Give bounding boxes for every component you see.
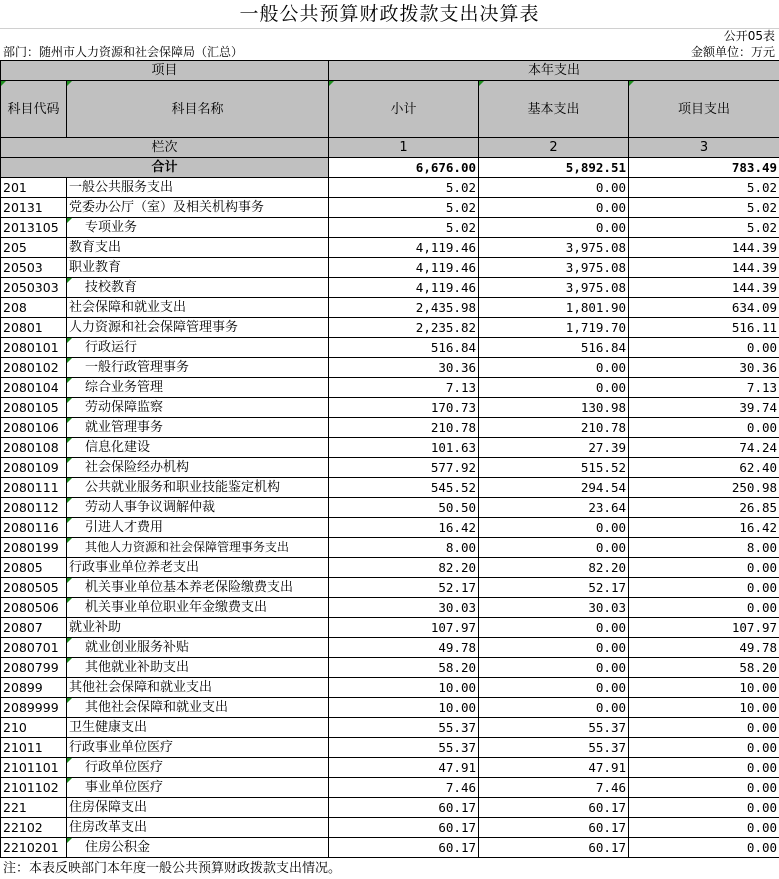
row-name: 机关事业单位职业年金缴费支出	[67, 598, 329, 618]
row-name: 社会保险经办机构	[67, 458, 329, 478]
row-basic: 60.17	[479, 818, 629, 838]
row-code: 20805	[1, 558, 67, 578]
row-subtotal: 545.52	[329, 478, 479, 498]
table-row	[1, 818, 779, 838]
row-name: 行政事业单位医疗	[67, 738, 329, 758]
table-row	[1, 398, 779, 418]
row-subtotal: 30.36	[329, 358, 479, 378]
row-name: 教育支出	[67, 238, 329, 258]
row-basic: 0.00	[479, 678, 629, 698]
row-code: 2080112	[1, 498, 67, 518]
table-row	[1, 758, 779, 778]
row-project: 0.00	[629, 338, 779, 358]
row-project: 250.98	[629, 478, 779, 498]
row-basic: 0.00	[479, 378, 629, 398]
row-code: 2080199	[1, 538, 67, 558]
row-name: 人力资源和社会保障管理事务	[67, 318, 329, 338]
row-basic: 294.54	[479, 478, 629, 498]
table-row	[1, 778, 779, 798]
total-basic: 5,892.51	[479, 158, 629, 178]
header-project: 项目支出	[629, 81, 779, 138]
row-basic: 30.03	[479, 598, 629, 618]
row-basic: 82.20	[479, 558, 629, 578]
header-col2: 2	[479, 138, 629, 158]
row-name: 住房改革支出	[67, 818, 329, 838]
row-basic: 0.00	[479, 358, 629, 378]
row-code: 2050303	[1, 278, 67, 298]
row-project: 39.74	[629, 398, 779, 418]
row-name: 公共就业服务和职业技能鉴定机构	[67, 478, 329, 498]
table-row	[1, 358, 779, 378]
header-grid-strip	[0, 28, 779, 45]
row-project: 74.24	[629, 438, 779, 458]
row-basic: 55.37	[479, 718, 629, 738]
row-code: 20899	[1, 678, 67, 698]
row-name: 一般行政管理事务	[67, 358, 329, 378]
table-row	[1, 658, 779, 678]
row-subtotal: 4,119.46	[329, 278, 479, 298]
meta-row	[0, 44, 779, 60]
row-subtotal: 49.78	[329, 638, 479, 658]
row-basic: 1,801.90	[479, 298, 629, 318]
row-name: 卫生健康支出	[67, 718, 329, 738]
row-code: 2080109	[1, 458, 67, 478]
row-name: 一般公共服务支出	[67, 178, 329, 198]
row-basic: 0.00	[479, 698, 629, 718]
row-code: 2210201	[1, 838, 67, 858]
row-code: 2080104	[1, 378, 67, 398]
row-basic: 0.00	[479, 638, 629, 658]
row-subtotal: 82.20	[329, 558, 479, 578]
table-row	[1, 638, 779, 658]
row-project: 0.00	[629, 558, 779, 578]
row-subtotal: 210.78	[329, 418, 479, 438]
row-name: 劳动人事争议调解仲裁	[67, 498, 329, 518]
table-row	[1, 498, 779, 518]
header-subtotal: 小计	[329, 81, 479, 138]
row-code: 2080111	[1, 478, 67, 498]
row-code: 2080101	[1, 338, 67, 358]
row-basic: 23.64	[479, 498, 629, 518]
row-project: 0.00	[629, 718, 779, 738]
table-row	[1, 378, 779, 398]
total-label: 合计	[1, 158, 329, 178]
row-name: 信息化建设	[67, 438, 329, 458]
row-code: 201	[1, 178, 67, 198]
row-code: 2080106	[1, 418, 67, 438]
header-current-year: 本年支出	[329, 61, 779, 81]
table-row	[1, 478, 779, 498]
total-row	[1, 158, 779, 178]
row-basic: 1,719.70	[479, 318, 629, 338]
row-name: 引进人才费用	[67, 518, 329, 538]
table-row	[1, 258, 779, 278]
row-subtotal: 5.02	[329, 218, 479, 238]
row-project: 0.00	[629, 598, 779, 618]
page-title: 一般公共预算财政拨款支出决算表	[239, 3, 540, 25]
row-subtotal: 577.92	[329, 458, 479, 478]
row-subtotal: 4,119.46	[329, 258, 479, 278]
row-project: 10.00	[629, 678, 779, 698]
row-name: 其他人力资源和社会保障管理事务支出	[67, 538, 329, 558]
row-name: 社会保障和就业支出	[67, 298, 329, 318]
header-item: 项目	[1, 61, 329, 81]
row-project: 26.85	[629, 498, 779, 518]
table-row	[1, 318, 779, 338]
header-col1: 1	[329, 138, 479, 158]
table-row	[1, 578, 779, 598]
row-name: 其他社会保障和就业支出	[67, 698, 329, 718]
row-code: 221	[1, 798, 67, 818]
row-basic: 0.00	[479, 218, 629, 238]
row-basic: 0.00	[479, 618, 629, 638]
row-name: 住房保障支出	[67, 798, 329, 818]
row-basic: 60.17	[479, 798, 629, 818]
row-name: 事业单位医疗	[67, 778, 329, 798]
table-row	[1, 438, 779, 458]
table-row	[1, 298, 779, 318]
table-row	[1, 218, 779, 238]
row-name: 专项业务	[67, 218, 329, 238]
row-code: 2080105	[1, 398, 67, 418]
row-subtotal: 5.02	[329, 178, 479, 198]
row-project: 0.00	[629, 818, 779, 838]
row-subtotal: 50.50	[329, 498, 479, 518]
header-row-index: 栏次	[1, 138, 329, 158]
row-name: 行政运行	[67, 338, 329, 358]
row-name: 就业补助	[67, 618, 329, 638]
row-project: 0.00	[629, 578, 779, 598]
row-project: 0.00	[629, 738, 779, 758]
footnote: 注：本表反映部门本年度一般公共预算财政拨款支出情况。	[3, 861, 342, 876]
table-row	[1, 198, 779, 218]
row-subtotal: 16.42	[329, 518, 479, 538]
row-subtotal: 516.84	[329, 338, 479, 358]
row-basic: 130.98	[479, 398, 629, 418]
row-code: 2089999	[1, 698, 67, 718]
total-project: 783.49	[629, 158, 779, 178]
table-row	[1, 838, 779, 858]
table-row	[1, 738, 779, 758]
row-name: 综合业务管理	[67, 378, 329, 398]
row-basic: 60.17	[479, 838, 629, 858]
row-subtotal: 10.00	[329, 698, 479, 718]
total-subtotal: 6,676.00	[329, 158, 479, 178]
row-name: 机关事业单位基本养老保险缴费支出	[67, 578, 329, 598]
table-row	[1, 238, 779, 258]
row-basic: 3,975.08	[479, 278, 629, 298]
row-project: 58.20	[629, 658, 779, 678]
row-subtotal: 58.20	[329, 658, 479, 678]
row-project: 10.00	[629, 698, 779, 718]
row-code: 2080108	[1, 438, 67, 458]
header-basic: 基本支出	[479, 81, 629, 138]
row-name: 行政单位医疗	[67, 758, 329, 778]
row-subtotal: 7.46	[329, 778, 479, 798]
row-project: 7.13	[629, 378, 779, 398]
row-basic: 7.46	[479, 778, 629, 798]
row-project: 0.00	[629, 838, 779, 858]
table-row	[1, 678, 779, 698]
row-project: 16.42	[629, 518, 779, 538]
expenditure-table	[0, 60, 779, 858]
row-basic: 515.52	[479, 458, 629, 478]
row-project: 5.02	[629, 178, 779, 198]
department-label: 部门：随州市人力资源和社会保障局（汇总）	[3, 45, 244, 59]
row-code: 20807	[1, 618, 67, 638]
header-code: 科目代码	[1, 81, 67, 138]
row-basic: 55.37	[479, 738, 629, 758]
table-row	[1, 558, 779, 578]
row-project: 0.00	[629, 798, 779, 818]
row-basic: 0.00	[479, 518, 629, 538]
row-subtotal: 52.17	[329, 578, 479, 598]
row-code: 205	[1, 238, 67, 258]
row-subtotal: 60.17	[329, 838, 479, 858]
row-subtotal: 101.63	[329, 438, 479, 458]
row-name: 职业教育	[67, 258, 329, 278]
row-subtotal: 30.03	[329, 598, 479, 618]
form-code: 公开05表	[723, 29, 775, 43]
row-project: 0.00	[629, 418, 779, 438]
row-subtotal: 10.00	[329, 678, 479, 698]
table-row	[1, 598, 779, 618]
row-basic: 0.00	[479, 198, 629, 218]
row-subtotal: 8.00	[329, 538, 479, 558]
row-basic: 0.00	[479, 658, 629, 678]
row-subtotal: 55.37	[329, 718, 479, 738]
row-basic: 210.78	[479, 418, 629, 438]
row-subtotal: 60.17	[329, 818, 479, 838]
row-project: 5.02	[629, 198, 779, 218]
row-code: 2080116	[1, 518, 67, 538]
row-subtotal: 2,435.98	[329, 298, 479, 318]
row-basic: 52.17	[479, 578, 629, 598]
row-code: 2080799	[1, 658, 67, 678]
row-basic: 47.91	[479, 758, 629, 778]
row-code: 2080701	[1, 638, 67, 658]
row-code: 20801	[1, 318, 67, 338]
row-project: 0.00	[629, 758, 779, 778]
unit-label: 金额单位：万元	[690, 45, 775, 59]
row-project: 144.39	[629, 258, 779, 278]
header-col3: 3	[629, 138, 779, 158]
row-code: 2101101	[1, 758, 67, 778]
row-name: 就业管理事务	[67, 418, 329, 438]
row-code: 2080506	[1, 598, 67, 618]
row-project: 8.00	[629, 538, 779, 558]
row-project: 30.36	[629, 358, 779, 378]
table-row	[1, 338, 779, 358]
row-project: 5.02	[629, 218, 779, 238]
row-code: 22102	[1, 818, 67, 838]
row-name: 就业创业服务补贴	[67, 638, 329, 658]
row-code: 2013105	[1, 218, 67, 238]
row-name: 其他社会保障和就业支出	[67, 678, 329, 698]
row-subtotal: 55.37	[329, 738, 479, 758]
row-subtotal: 170.73	[329, 398, 479, 418]
table-row	[1, 178, 779, 198]
row-subtotal: 4,119.46	[329, 238, 479, 258]
table-row	[1, 718, 779, 738]
row-basic: 3,975.08	[479, 238, 629, 258]
row-project: 0.00	[629, 778, 779, 798]
row-code: 2080505	[1, 578, 67, 598]
row-basic: 0.00	[479, 538, 629, 558]
row-name: 住房公积金	[67, 838, 329, 858]
table-row	[1, 618, 779, 638]
row-project: 144.39	[629, 278, 779, 298]
row-subtotal: 107.97	[329, 618, 479, 638]
row-subtotal: 60.17	[329, 798, 479, 818]
row-code: 210	[1, 718, 67, 738]
row-project: 49.78	[629, 638, 779, 658]
row-project: 144.39	[629, 238, 779, 258]
row-code: 2101102	[1, 778, 67, 798]
row-basic: 0.00	[479, 178, 629, 198]
table-row	[1, 518, 779, 538]
row-name: 党委办公厅（室）及相关机构事务	[67, 198, 329, 218]
table-row	[1, 698, 779, 718]
row-project: 62.40	[629, 458, 779, 478]
row-subtotal: 7.13	[329, 378, 479, 398]
row-name: 其他就业补助支出	[67, 658, 329, 678]
row-project: 634.09	[629, 298, 779, 318]
table-row	[1, 418, 779, 438]
row-project: 516.11	[629, 318, 779, 338]
row-name: 劳动保障监察	[67, 398, 329, 418]
row-code: 20131	[1, 198, 67, 218]
table-row	[1, 458, 779, 478]
row-name: 行政事业单位养老支出	[67, 558, 329, 578]
row-basic: 27.39	[479, 438, 629, 458]
row-subtotal: 5.02	[329, 198, 479, 218]
table-row	[1, 278, 779, 298]
table-row	[1, 538, 779, 558]
row-name: 技校教育	[67, 278, 329, 298]
row-subtotal: 2,235.82	[329, 318, 479, 338]
row-code: 208	[1, 298, 67, 318]
row-basic: 3,975.08	[479, 258, 629, 278]
row-code: 20503	[1, 258, 67, 278]
row-code: 2080102	[1, 358, 67, 378]
row-project: 107.97	[629, 618, 779, 638]
header-name: 科目名称	[67, 81, 329, 138]
row-code: 21011	[1, 738, 67, 758]
table-row	[1, 798, 779, 818]
row-subtotal: 47.91	[329, 758, 479, 778]
row-basic: 516.84	[479, 338, 629, 358]
